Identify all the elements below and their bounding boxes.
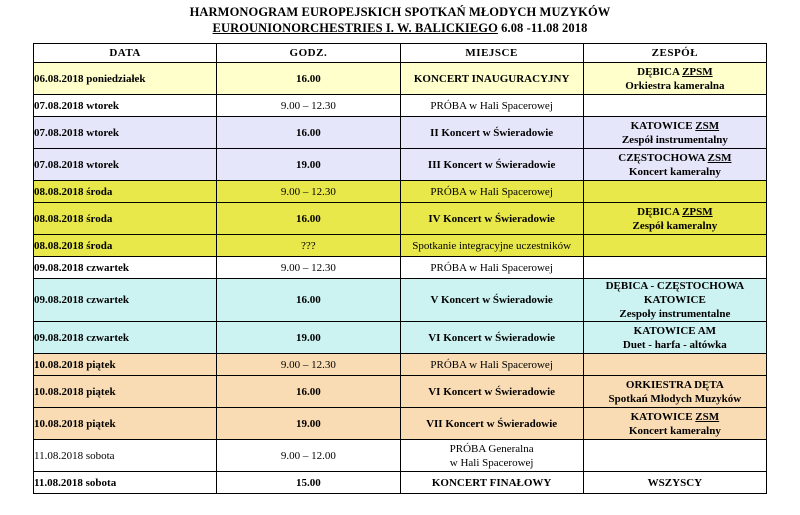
ensemble-name-abbrev: ZSM: [707, 151, 732, 164]
ensemble-detail: Spotkań Młodych Muzyków: [608, 392, 742, 405]
table-row: [34, 408, 767, 440]
cell-place-line2: w Hali Spacerowej: [449, 456, 534, 469]
cell-ensemble: [583, 117, 766, 149]
table-row: [34, 149, 767, 181]
cell-time: 9.00 – 12.00: [217, 440, 400, 472]
cell-date: 07.08.2018 wtorek: [34, 95, 217, 117]
cell-ensemble: [583, 322, 766, 354]
table-header-row: [34, 44, 767, 63]
ensemble-name: ORKIESTRA DĘTA: [625, 378, 724, 391]
cell-time: 19.00: [217, 322, 400, 354]
cell-date: 08.08.2018 środa: [34, 181, 217, 203]
ensemble-detail: Zespół kameralny: [632, 219, 718, 232]
column-header-time: GODZ.: [217, 44, 400, 63]
title-line-1: HARMONOGRAM EUROPEJSKICH SPOTKAŃ MŁODYCH MUZYKÓW: [189, 5, 611, 19]
table-row: [34, 117, 767, 149]
cell-date: 07.08.2018 wtorek: [34, 149, 217, 181]
table-body: [34, 63, 767, 494]
cell-date: 09.08.2018 czwartek: [34, 279, 217, 322]
cell-place: PRÓBA w Hali Spacerowej: [400, 181, 583, 203]
ensemble-name: CZĘSTOCHOWA ZSM: [618, 151, 732, 164]
table-row: [34, 235, 767, 257]
table-row: [34, 472, 767, 494]
cell-time: 16.00: [217, 279, 400, 322]
cell-time: 9.00 – 12.30: [217, 354, 400, 376]
cell-place: PRÓBA w Hali Spacerowej: [400, 257, 583, 279]
cell-ensemble: [583, 408, 766, 440]
ensemble-detail: Orkiestra kameralna: [625, 79, 725, 92]
cell-time: 16.00: [217, 376, 400, 408]
cell-date: 09.08.2018 czwartek: [34, 257, 217, 279]
cell-place: [400, 440, 583, 472]
table-row: [34, 322, 767, 354]
ensemble-name: DĘBICA ZPSM: [637, 205, 713, 218]
cell-time: 16.00: [217, 63, 400, 95]
cell-time: ???: [217, 235, 400, 257]
ensemble-name: KATOWICE AM: [633, 324, 717, 337]
cell-date: 10.08.2018 piątek: [34, 408, 217, 440]
column-header-place: MIEJSCE: [400, 44, 583, 63]
cell-place: VI Koncert w Świeradowie: [400, 322, 583, 354]
cell-place: Spotkanie integracyjne uczestników: [400, 235, 583, 257]
column-header-ensemble: ZESPÓŁ: [583, 44, 766, 63]
table-row: [34, 181, 767, 203]
cell-date: 07.08.2018 wtorek: [34, 117, 217, 149]
cell-time: 9.00 – 12.30: [217, 257, 400, 279]
ensemble-name: KATOWICE ZSM: [630, 119, 720, 132]
cell-time: 15.00: [217, 472, 400, 494]
ensemble-name: KATOWICE ZSM: [630, 410, 720, 423]
ensemble-name: DĘBICA - CZĘSTOCHOWA KATOWICE: [605, 280, 745, 306]
cell-ensemble: [583, 440, 766, 472]
cell-place: V Koncert w Świeradowie: [400, 279, 583, 322]
table-head: [34, 44, 767, 63]
cell-place: KONCERT FINAŁOWY: [400, 472, 583, 494]
cell-place-line1: PRÓBA Generalna: [449, 442, 534, 455]
ensemble-name-abbrev: ZSM: [695, 410, 720, 423]
ensemble-detail: Koncert kameralny: [628, 424, 721, 437]
cell-date: 11.08.2018 sobota: [34, 440, 217, 472]
cell-time: 9.00 – 12.30: [217, 95, 400, 117]
table-row: [34, 203, 767, 235]
ensemble-name: DĘBICA ZPSM: [637, 65, 713, 78]
ensemble-detail: Duet - harfa - altówka: [622, 338, 727, 351]
cell-date: 09.08.2018 czwartek: [34, 322, 217, 354]
table-row: [34, 95, 767, 117]
cell-place: IV Koncert w Świeradowie: [400, 203, 583, 235]
ensemble-name-abbrev: ZSM: [695, 119, 720, 132]
cell-ensemble: [583, 472, 766, 494]
cell-time: 16.00: [217, 203, 400, 235]
cell-date: 08.08.2018 środa: [34, 235, 217, 257]
cell-ensemble: [583, 235, 766, 257]
table-row: [34, 376, 767, 408]
title-line-2-dates: 6.08 -11.08 2018: [497, 21, 588, 35]
cell-time: 16.00: [217, 117, 400, 149]
cell-ensemble: [583, 257, 766, 279]
ensemble-detail: Koncert kameralny: [628, 165, 721, 178]
cell-place: KONCERT INAUGURACYJNY: [400, 63, 583, 95]
ensemble-detail: Zespoły instrumentalne: [619, 308, 731, 320]
cell-place: VII Koncert w Świeradowie: [400, 408, 583, 440]
table-row: [34, 63, 767, 95]
cell-ensemble: [583, 63, 766, 95]
table-row: [34, 440, 767, 472]
ensemble-name-abbrev: ZPSM: [682, 65, 713, 78]
cell-ensemble: [583, 279, 766, 322]
table-row: [34, 354, 767, 376]
cell-place: VI Koncert w Świeradowie: [400, 376, 583, 408]
document-title: [0, 0, 800, 36]
cell-ensemble: [583, 203, 766, 235]
cell-time: 9.00 – 12.30: [217, 181, 400, 203]
cell-date: 10.08.2018 piątek: [34, 376, 217, 408]
cell-ensemble: [583, 181, 766, 203]
ensemble-detail: Zespół instrumentalny: [621, 133, 728, 146]
cell-place: II Koncert w Świeradowie: [400, 117, 583, 149]
column-header-date: DATA: [34, 44, 217, 63]
cell-ensemble: [583, 95, 766, 117]
ensemble-name-abbrev: ZPSM: [682, 205, 713, 218]
cell-place: PRÓBA w Hali Spacerowej: [400, 95, 583, 117]
cell-place: PRÓBA w Hali Spacerowej: [400, 354, 583, 376]
schedule-table: [33, 43, 767, 494]
cell-ensemble: [583, 376, 766, 408]
title-line-2-underlined: EUROUNIONORCHESTRIES I. W. BALICKIEGO: [212, 21, 498, 35]
cell-date: 10.08.2018 piątek: [34, 354, 217, 376]
title-line-2: [0, 20, 800, 36]
cell-date: 11.08.2018 sobota: [34, 472, 217, 494]
cell-ensemble: [583, 354, 766, 376]
cell-place: III Koncert w Świeradowie: [400, 149, 583, 181]
cell-time: 19.00: [217, 408, 400, 440]
cell-date: 06.08.2018 poniedziałek: [34, 63, 217, 95]
table-row: [34, 279, 767, 322]
cell-date: 08.08.2018 środa: [34, 203, 217, 235]
cell-time: 19.00: [217, 149, 400, 181]
cell-ensemble: [583, 149, 766, 181]
table-row: [34, 257, 767, 279]
ensemble-name: WSZYSCY: [647, 476, 703, 489]
